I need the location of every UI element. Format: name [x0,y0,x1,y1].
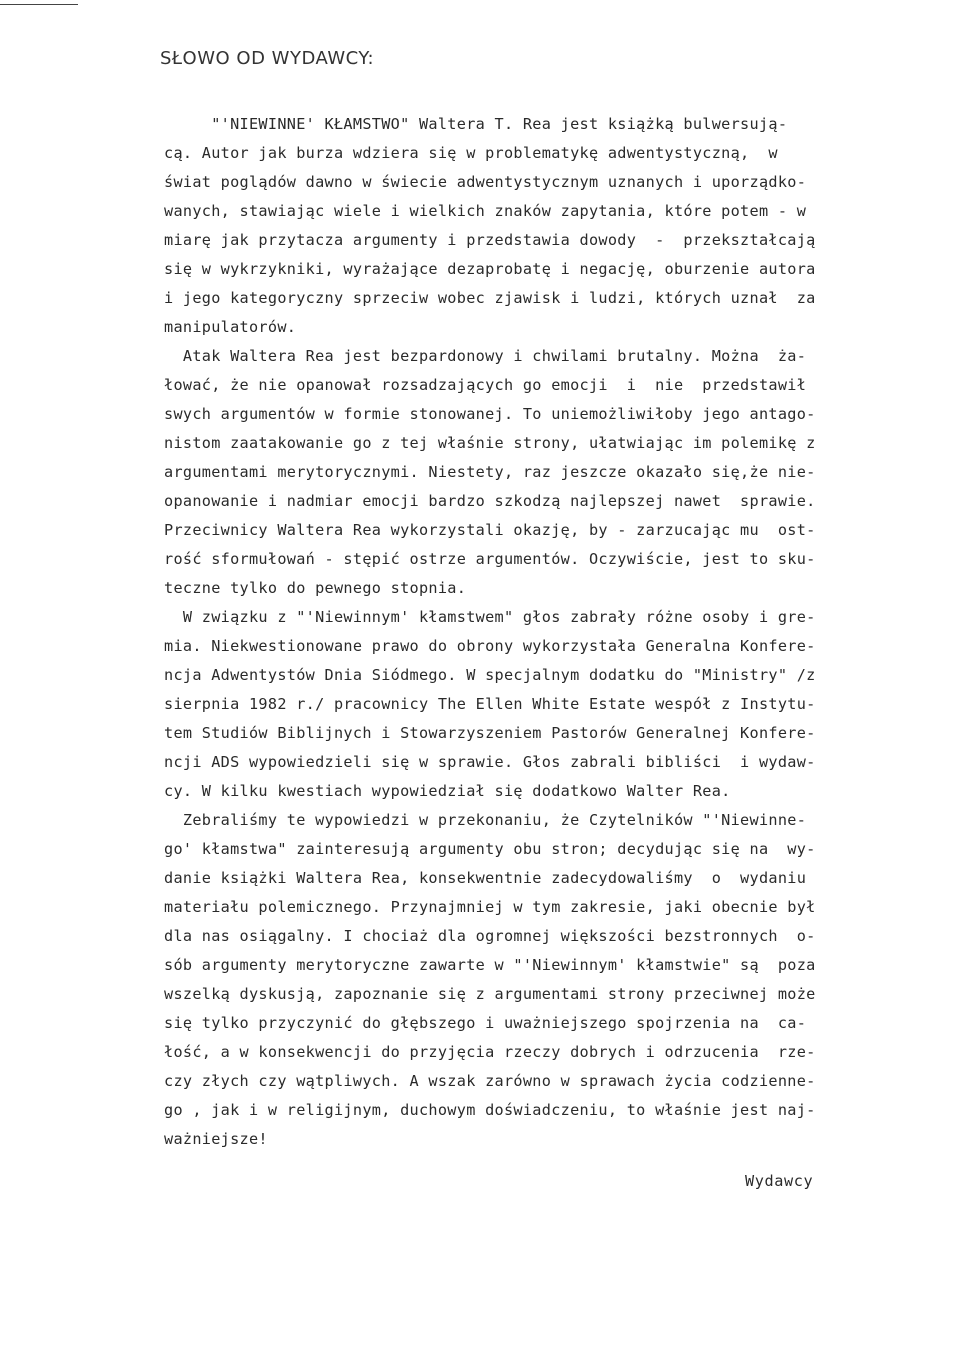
text-line: i jego kategoryczny sprzeciw wobec zjawisk i ludzi, których uznał za [164,289,816,307]
body-text [164,110,844,1154]
text-line: Zebraliśmy te wypowiedzi w przekonaniu, że Czytelników "'Niewinne- [164,811,807,829]
text-line: go' kłamstwa" zainteresują argumenty obu stron; decydując się na wy- [164,840,816,858]
text-line: cą. Autor jak burza wdziera się w problematykę adwentystyczną, w [164,144,778,162]
top-rule [0,4,78,5]
text-line: się w wykrzykniki, wyrażające dezaprobatę i negację, oburzenie autora [164,260,816,278]
signature: Wydawcy [745,1172,814,1190]
text-line: ncja Adwentystów Dnia Siódmego. W specjalnym dodatku do "Ministry" /z [164,666,816,684]
text-line: miarę jak przytacza argumenty i przedstawia dowody - przekształcają [164,231,816,249]
text-line: wanych, stawiając wiele i wielkich znaków zapytania, które potem - w [164,202,807,220]
text-line: sierpnia 1982 r./ pracownicy The Ellen White Estate wespół z Instytu- [164,695,816,713]
text-line: "'NIEWINNE' KŁAMSTWO" Waltera T. Rea jest książką bulwersują- [164,115,788,133]
text-line: świat poglądów dawno w świecie adwentystycznym uznanych i uporządko- [164,173,807,191]
text-line: Przeciwnicy Waltera Rea wykorzystali okazję, by - zarzucając mu ost- [164,521,816,539]
text-line: manipulatorów. [164,318,297,336]
text-line: dla nas osiągalny. I chociaż dla ogromnej większości bezstronnych o- [164,927,816,945]
text-line: argumentami merytorycznymi. Niestety, raz jeszcze okazało się,że nie- [164,463,816,481]
text-line: łować, że nie opanował rozsadzających go emocji i nie przedstawił [164,376,807,394]
text-line: W związku z "'Niewinnym' kłamstwem" głos zabrały różne osoby i gre- [164,608,816,626]
text-line: sób argumenty merytoryczne zawarte w "'Niewinnym' kłamstwie" są poza [164,956,816,974]
text-line: materiału polemicznego. Przynajmniej w tym zakresie, jaki obecnie był [164,898,816,916]
text-line: nistom zaatakowanie go z tej właśnie strony, ułatwiając im polemikę z [164,434,816,452]
text-line: opanowanie i nadmiar emocji bardzo szkodzą najlepszej nawet sprawie. [164,492,816,510]
text-line: danie książki Waltera Rea, konsekwentnie zadecydowaliśmy o wydaniu [164,869,807,887]
text-line: go , jak i w religijnym, duchowym doświadczeniu, to właśnie jest naj- [164,1101,816,1119]
text-line: mia. Niekwestionowane prawo do obrony wykorzystała Generalna Konfere- [164,637,816,655]
text-line: swych argumentów w formie stonowanej. To uniemożliwiłoby jego antago- [164,405,816,423]
page-heading: SŁOWO OD WYDAWCY: [160,48,375,69]
text-line: wszelką dyskusją, zapoznanie się z argumentami strony przeciwnej może [164,985,816,1003]
text-line: ważniejsze! [164,1130,268,1148]
text-line: teczne tylko do pewnego stopnia. [164,579,467,597]
text-line: rość sformułowań - stępić ostrze argumentów. Oczywiście, jest to sku- [164,550,816,568]
text-line: tem Studiów Biblijnych i Stowarzyszeniem Pastorów Generalnej Konfere- [164,724,816,742]
text-line: się tylko przyczynić do głębszego i uważniejszego spojrzenia na ca- [164,1014,807,1032]
text-line: czy złych czy wątpliwych. A wszak zarówno w sprawach życia codzienne- [164,1072,816,1090]
text-line: łość, a w konsekwencji do przyjęcia rzeczy dobrych i odrzucenia rze- [164,1043,816,1061]
text-line: cy. W kilku kwestiach wypowiedział się dodatkowo Walter Rea. [164,782,731,800]
text-line: Atak Waltera Rea jest bezpardonowy i chwilami brutalny. Można ża- [164,347,807,365]
text-line: ncji ADS wypowiedzieli się w sprawie. Głos zabrali bibliści i wydaw- [164,753,816,771]
